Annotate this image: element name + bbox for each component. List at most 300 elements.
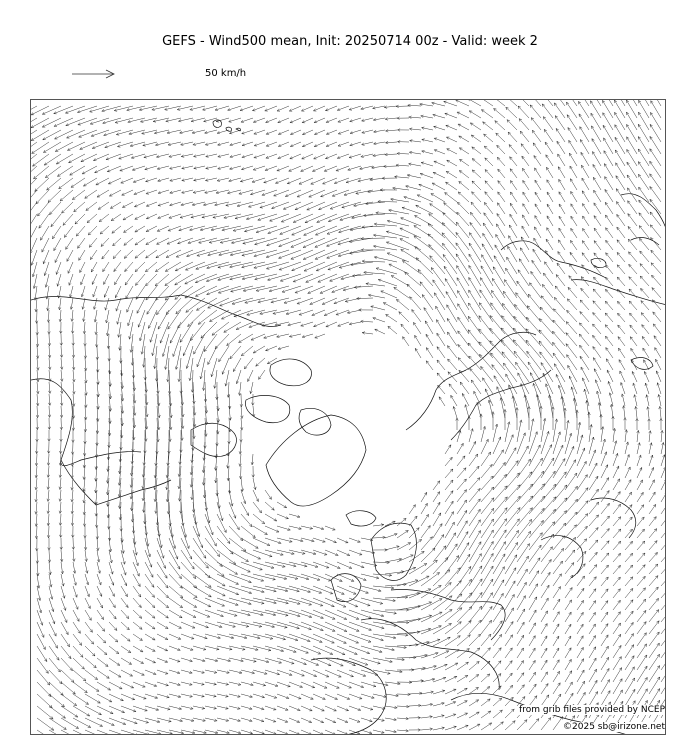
wind-arrow bbox=[372, 166, 385, 169]
wind-arrow bbox=[144, 154, 157, 158]
wind-arrow bbox=[409, 151, 421, 154]
wind-arrow bbox=[522, 226, 529, 238]
wind-arrow bbox=[61, 586, 65, 598]
wind-arrow bbox=[65, 106, 85, 113]
wind-arrow bbox=[368, 190, 385, 193]
wind-arrow bbox=[146, 286, 157, 300]
wind-arrow bbox=[301, 706, 312, 711]
wind-arrow bbox=[613, 504, 621, 514]
wind-arrow bbox=[146, 202, 157, 206]
wind-arrow bbox=[154, 454, 157, 478]
wind-arrow bbox=[481, 661, 490, 670]
wind-arrow bbox=[577, 501, 588, 514]
wind-arrow bbox=[337, 586, 356, 594]
wind-arrow bbox=[589, 437, 594, 454]
wind-arrow bbox=[208, 298, 229, 308]
wind-arrow bbox=[306, 274, 325, 282]
wind-arrow bbox=[176, 298, 193, 314]
wind-arrow bbox=[643, 348, 649, 358]
wind-arrow bbox=[647, 407, 650, 418]
wind-arrow bbox=[229, 418, 232, 432]
wind-arrow bbox=[457, 278, 469, 298]
wind-arrow bbox=[577, 551, 586, 562]
wind-arrow bbox=[87, 214, 97, 223]
wind-arrow bbox=[190, 226, 206, 231]
wind-arrow bbox=[661, 516, 666, 526]
wind-arrow bbox=[618, 337, 625, 346]
wind-arrow bbox=[182, 166, 193, 169]
wind-arrow bbox=[529, 610, 536, 622]
wind-arrow bbox=[349, 106, 361, 110]
wind-arrow bbox=[291, 250, 313, 259]
wind-arrow bbox=[253, 682, 266, 686]
wind-arrow bbox=[131, 154, 145, 159]
wind-arrow bbox=[145, 586, 155, 597]
wind-arrow bbox=[433, 715, 444, 718]
wind-arrow bbox=[457, 291, 469, 311]
wind-arrow bbox=[589, 577, 596, 586]
wind-arrow bbox=[655, 348, 661, 359]
wind-arrow bbox=[446, 182, 458, 190]
wind-arrow bbox=[541, 572, 550, 586]
wind-arrow bbox=[325, 526, 335, 530]
wind-arrow bbox=[106, 310, 110, 323]
wind-arrow bbox=[253, 478, 256, 490]
wind-arrow bbox=[625, 467, 630, 478]
wind-arrow bbox=[613, 428, 616, 442]
wind-arrow bbox=[121, 658, 132, 664]
wind-arrow bbox=[637, 633, 646, 646]
wind-arrow bbox=[621, 382, 626, 394]
wind-arrow bbox=[553, 587, 561, 599]
wind-arrow bbox=[493, 567, 505, 586]
wind-arrow bbox=[557, 141, 565, 154]
wind-arrow bbox=[302, 118, 313, 123]
wind-arrow bbox=[78, 118, 97, 125]
wind-arrow bbox=[256, 358, 265, 366]
wind-arrow bbox=[350, 130, 361, 134]
wind-arrow bbox=[115, 286, 121, 298]
wind-arrow bbox=[36, 394, 39, 406]
wind-arrow bbox=[637, 455, 641, 466]
wind-arrow bbox=[113, 238, 121, 246]
wind-arrow bbox=[197, 250, 217, 256]
wind-arrow bbox=[216, 118, 229, 122]
wind-arrow bbox=[73, 586, 77, 597]
wind-arrow bbox=[601, 635, 608, 646]
wind-arrow bbox=[35, 478, 38, 490]
wind-arrow bbox=[558, 385, 565, 406]
wind-arrow bbox=[326, 142, 337, 147]
wind-arrow bbox=[492, 365, 505, 382]
wind-arrow bbox=[120, 166, 133, 171]
wind-arrow bbox=[583, 216, 590, 226]
wind-arrow bbox=[59, 502, 62, 514]
wind-arrow bbox=[553, 548, 564, 562]
polar-map[interactable] bbox=[31, 100, 666, 735]
wind-arrow bbox=[482, 244, 493, 262]
wind-arrow bbox=[457, 443, 463, 454]
wind-arrow bbox=[107, 334, 110, 349]
wind-arrow bbox=[613, 441, 617, 454]
wind-arrow bbox=[179, 226, 193, 231]
wind-arrow bbox=[653, 312, 661, 322]
wind-arrow bbox=[253, 718, 264, 722]
wind-arrow bbox=[49, 358, 52, 370]
wind-arrow bbox=[97, 622, 105, 631]
wind-arrow bbox=[493, 607, 503, 622]
wind-arrow bbox=[505, 508, 520, 527]
wind-arrow bbox=[72, 430, 75, 443]
wind-arrow bbox=[654, 336, 661, 346]
wind-arrow bbox=[480, 278, 493, 298]
wind-arrow bbox=[94, 310, 97, 322]
wind-arrow bbox=[625, 565, 633, 574]
wind-arrow bbox=[517, 685, 524, 694]
wind-arrow bbox=[313, 586, 333, 594]
wind-arrow bbox=[135, 214, 145, 219]
wind-arrow bbox=[637, 576, 645, 586]
wind-arrow bbox=[580, 127, 589, 142]
wind-arrow bbox=[133, 670, 144, 675]
wind-arrow bbox=[544, 129, 553, 142]
wind-arrow bbox=[208, 250, 229, 256]
wind-arrow bbox=[241, 622, 262, 627]
wind-arrow bbox=[445, 689, 456, 694]
wind-arrow bbox=[601, 465, 608, 478]
wind-arrow bbox=[397, 730, 409, 733]
wind-arrow bbox=[446, 137, 457, 142]
wind-arrow bbox=[277, 526, 290, 531]
wind-arrow bbox=[84, 538, 87, 550]
wind-arrow bbox=[111, 214, 121, 221]
wind-arrow bbox=[141, 334, 145, 354]
map-frame[interactable] bbox=[30, 99, 666, 735]
wind-arrow bbox=[289, 586, 311, 593]
wind-arrow bbox=[618, 313, 626, 322]
wind-arrow bbox=[637, 443, 640, 454]
wind-arrow bbox=[362, 118, 374, 122]
wind-arrow bbox=[253, 346, 265, 353]
wind-arrow bbox=[313, 622, 335, 631]
wind-arrow bbox=[541, 559, 551, 574]
wind-arrow bbox=[337, 106, 349, 111]
wind-arrow bbox=[545, 251, 553, 263]
wind-arrow bbox=[81, 286, 85, 297]
wind-arrow bbox=[83, 502, 86, 515]
wind-arrow bbox=[157, 226, 169, 231]
wind-arrow bbox=[85, 562, 88, 573]
wind-arrow bbox=[97, 706, 113, 714]
wind-arrow bbox=[80, 262, 85, 273]
wind-arrow bbox=[123, 214, 133, 220]
wind-arrow bbox=[36, 418, 39, 430]
wind-arrow bbox=[325, 694, 338, 700]
wind-arrow bbox=[97, 538, 100, 551]
wind-arrow bbox=[169, 598, 183, 608]
wind-arrow bbox=[205, 670, 217, 673]
wind-arrow bbox=[85, 682, 99, 691]
wind-arrow bbox=[229, 526, 243, 541]
wind-arrow bbox=[71, 454, 74, 466]
wind-arrow bbox=[299, 178, 313, 184]
wind-arrow bbox=[567, 299, 577, 310]
wind-arrow bbox=[145, 370, 148, 392]
wind-legend bbox=[70, 64, 270, 84]
wind-arrow bbox=[409, 163, 422, 166]
wind-arrow bbox=[649, 643, 659, 658]
wind-arrow bbox=[314, 142, 325, 147]
wind-arrow bbox=[193, 190, 205, 193]
wind-arrow bbox=[433, 596, 452, 610]
wind-arrow bbox=[374, 130, 385, 133]
wind-arrow bbox=[469, 454, 478, 466]
wind-arrow bbox=[505, 461, 518, 478]
wind-arrow bbox=[557, 263, 565, 274]
legend-arrow-icon bbox=[70, 64, 120, 84]
wind-arrow bbox=[469, 277, 481, 298]
wind-arrow bbox=[642, 336, 649, 346]
wind-arrow bbox=[625, 577, 633, 586]
wind-arrow bbox=[636, 418, 639, 430]
wind-arrow bbox=[577, 612, 583, 622]
wind-arrow bbox=[523, 204, 529, 214]
wind-arrow bbox=[448, 372, 457, 382]
wind-arrow bbox=[254, 142, 265, 146]
wind-arrow bbox=[373, 610, 397, 614]
wind-arrow bbox=[61, 634, 70, 647]
wind-arrow bbox=[553, 419, 558, 442]
wind-arrow bbox=[181, 610, 196, 618]
wind-arrow bbox=[117, 310, 121, 324]
wind-arrow bbox=[521, 237, 529, 250]
wind-arrow bbox=[326, 322, 337, 327]
wind-arrow bbox=[48, 334, 51, 346]
wind-arrow bbox=[437, 333, 445, 346]
wind-arrow bbox=[54, 118, 73, 127]
wind-arrow bbox=[229, 550, 249, 562]
wind-arrow bbox=[354, 202, 373, 207]
wind-arrow bbox=[253, 538, 270, 546]
wind-arrow bbox=[541, 660, 547, 670]
wind-arrow bbox=[541, 684, 548, 695]
wind-arrow bbox=[649, 587, 658, 598]
wind-arrow bbox=[373, 106, 385, 109]
wind-arrow bbox=[205, 730, 218, 734]
wind-arrow bbox=[457, 479, 466, 490]
wind-arrow bbox=[233, 226, 253, 231]
wind-arrow bbox=[338, 118, 349, 122]
wind-arrow bbox=[96, 346, 99, 360]
wind-arrow bbox=[60, 190, 73, 201]
wind-arrow bbox=[649, 529, 657, 538]
wind-arrow bbox=[83, 310, 86, 322]
wind-arrow bbox=[589, 502, 599, 514]
wind-arrow bbox=[606, 359, 613, 370]
wind-arrow bbox=[85, 586, 90, 597]
wind-arrow bbox=[198, 310, 217, 324]
wind-arrow bbox=[304, 262, 325, 271]
wind-arrow bbox=[181, 670, 192, 674]
wind-arrow bbox=[240, 178, 253, 182]
wind-arrow bbox=[61, 730, 79, 735]
wind-arrow bbox=[290, 118, 301, 123]
wind-arrow bbox=[485, 192, 493, 202]
wind-arrow bbox=[326, 130, 337, 135]
wind-arrow bbox=[203, 106, 218, 111]
wind-arrow bbox=[145, 658, 156, 663]
wind-arrow bbox=[536, 394, 541, 418]
wind-arrow bbox=[175, 274, 193, 285]
wind-arrow bbox=[290, 154, 301, 159]
wind-arrow bbox=[36, 550, 39, 563]
wind-arrow bbox=[492, 100, 505, 106]
wind-arrow bbox=[43, 250, 49, 264]
wind-arrow bbox=[456, 232, 469, 250]
wind-arrow bbox=[277, 562, 296, 567]
wind-arrow bbox=[373, 658, 392, 663]
wind-arrow bbox=[71, 466, 74, 478]
wind-arrow bbox=[433, 702, 444, 706]
wind-arrow bbox=[302, 142, 313, 147]
wind-arrow bbox=[566, 102, 577, 118]
wind-arrow bbox=[469, 441, 476, 454]
wind-arrow bbox=[413, 322, 421, 334]
wind-arrow bbox=[146, 226, 157, 232]
wind-arrow bbox=[649, 504, 656, 514]
wind-arrow bbox=[253, 634, 273, 639]
wind-arrow bbox=[469, 634, 481, 646]
wind-arrow bbox=[421, 599, 442, 610]
wind-arrow bbox=[385, 533, 397, 538]
wind-arrow bbox=[157, 370, 160, 394]
wind-arrow bbox=[324, 166, 337, 171]
wind-arrow bbox=[601, 452, 607, 466]
wind-arrow bbox=[325, 106, 337, 111]
wind-arrow bbox=[48, 406, 51, 418]
wind-arrow bbox=[83, 514, 86, 526]
wind-arrow bbox=[108, 178, 121, 184]
wind-arrow bbox=[505, 555, 517, 574]
wind-arrow bbox=[582, 178, 589, 190]
wind-arrow bbox=[265, 166, 277, 171]
wind-arrow bbox=[349, 694, 362, 699]
wind-arrow bbox=[157, 382, 160, 406]
wind-arrow bbox=[301, 730, 312, 735]
wind-arrow bbox=[337, 730, 348, 735]
wind-arrow bbox=[547, 192, 553, 202]
wind-arrow bbox=[493, 519, 507, 538]
wind-arrow bbox=[445, 702, 456, 706]
wind-arrow bbox=[409, 654, 427, 658]
wind-arrow bbox=[35, 442, 38, 454]
wind-arrow bbox=[181, 154, 193, 157]
wind-arrow bbox=[170, 322, 181, 343]
wind-arrow bbox=[535, 180, 541, 190]
wind-arrow bbox=[601, 553, 609, 562]
wind-arrow bbox=[100, 226, 109, 234]
wind-arrow bbox=[265, 646, 284, 652]
wind-arrow bbox=[444, 101, 457, 106]
wind-arrow bbox=[505, 635, 513, 646]
wind-arrow bbox=[293, 214, 313, 223]
wind-arrow bbox=[349, 538, 360, 542]
wind-arrow bbox=[421, 639, 440, 646]
wind-arrow bbox=[241, 706, 252, 710]
wind-arrow bbox=[469, 700, 479, 706]
wind-arrow bbox=[445, 714, 456, 718]
wind-arrow bbox=[267, 358, 277, 364]
wind-arrow bbox=[97, 574, 101, 585]
wind-arrow bbox=[505, 542, 518, 562]
wind-arrow bbox=[628, 214, 637, 226]
wind-arrow bbox=[132, 430, 135, 452]
wind-arrow bbox=[582, 253, 589, 262]
wind-arrow bbox=[613, 634, 621, 646]
wind-arrow bbox=[481, 620, 492, 634]
wind-arrow bbox=[85, 598, 90, 609]
wind-arrow bbox=[553, 683, 560, 694]
wind-arrow bbox=[592, 139, 601, 154]
wind-arrow bbox=[57, 274, 61, 286]
wind-arrow bbox=[493, 661, 501, 670]
wind-arrow bbox=[362, 142, 373, 145]
wind-arrow bbox=[241, 598, 264, 604]
wind-arrow bbox=[589, 589, 596, 598]
wind-arrow bbox=[565, 612, 571, 622]
wind-arrow bbox=[73, 622, 80, 633]
wind-arrow bbox=[118, 322, 121, 337]
wind-arrow bbox=[502, 352, 517, 370]
wind-arrow bbox=[241, 610, 263, 616]
wind-arrow bbox=[500, 398, 505, 418]
wind-arrow bbox=[181, 634, 194, 639]
wind-arrow bbox=[434, 138, 445, 142]
wind-arrow bbox=[517, 720, 527, 730]
wind-arrow bbox=[229, 706, 240, 709]
wind-arrow bbox=[509, 145, 517, 155]
wind-arrow bbox=[433, 535, 444, 551]
wind-arrow bbox=[289, 646, 309, 653]
wind-arrow bbox=[625, 517, 632, 526]
wind-arrow bbox=[71, 502, 74, 514]
wind-arrow bbox=[570, 252, 577, 262]
wind-arrow bbox=[170, 178, 181, 181]
wind-arrow bbox=[265, 634, 286, 640]
wind-arrow bbox=[97, 646, 107, 655]
wind-arrow bbox=[639, 226, 649, 238]
wind-arrow bbox=[362, 332, 373, 335]
wind-arrow bbox=[661, 688, 666, 706]
wind-arrow bbox=[145, 670, 156, 675]
wind-arrow bbox=[565, 563, 574, 575]
wind-arrow bbox=[617, 277, 625, 286]
wind-arrow bbox=[571, 204, 577, 214]
wind-arrow bbox=[479, 316, 493, 334]
wind-arrow bbox=[227, 190, 241, 194]
chart-title: GEFS - Wind500 mean, Init: 20250714 00z - Valid: week 2 bbox=[162, 34, 538, 49]
wind-arrow bbox=[253, 514, 265, 524]
wind-arrow bbox=[553, 309, 565, 322]
wind-arrow bbox=[71, 322, 74, 334]
wind-arrow bbox=[74, 202, 85, 212]
wind-arrow bbox=[661, 467, 666, 478]
wind-arrow bbox=[239, 466, 242, 479]
wind-arrow bbox=[604, 164, 613, 178]
wind-arrow bbox=[229, 610, 250, 616]
wind-arrow bbox=[447, 149, 457, 154]
wind-arrow bbox=[130, 334, 133, 352]
